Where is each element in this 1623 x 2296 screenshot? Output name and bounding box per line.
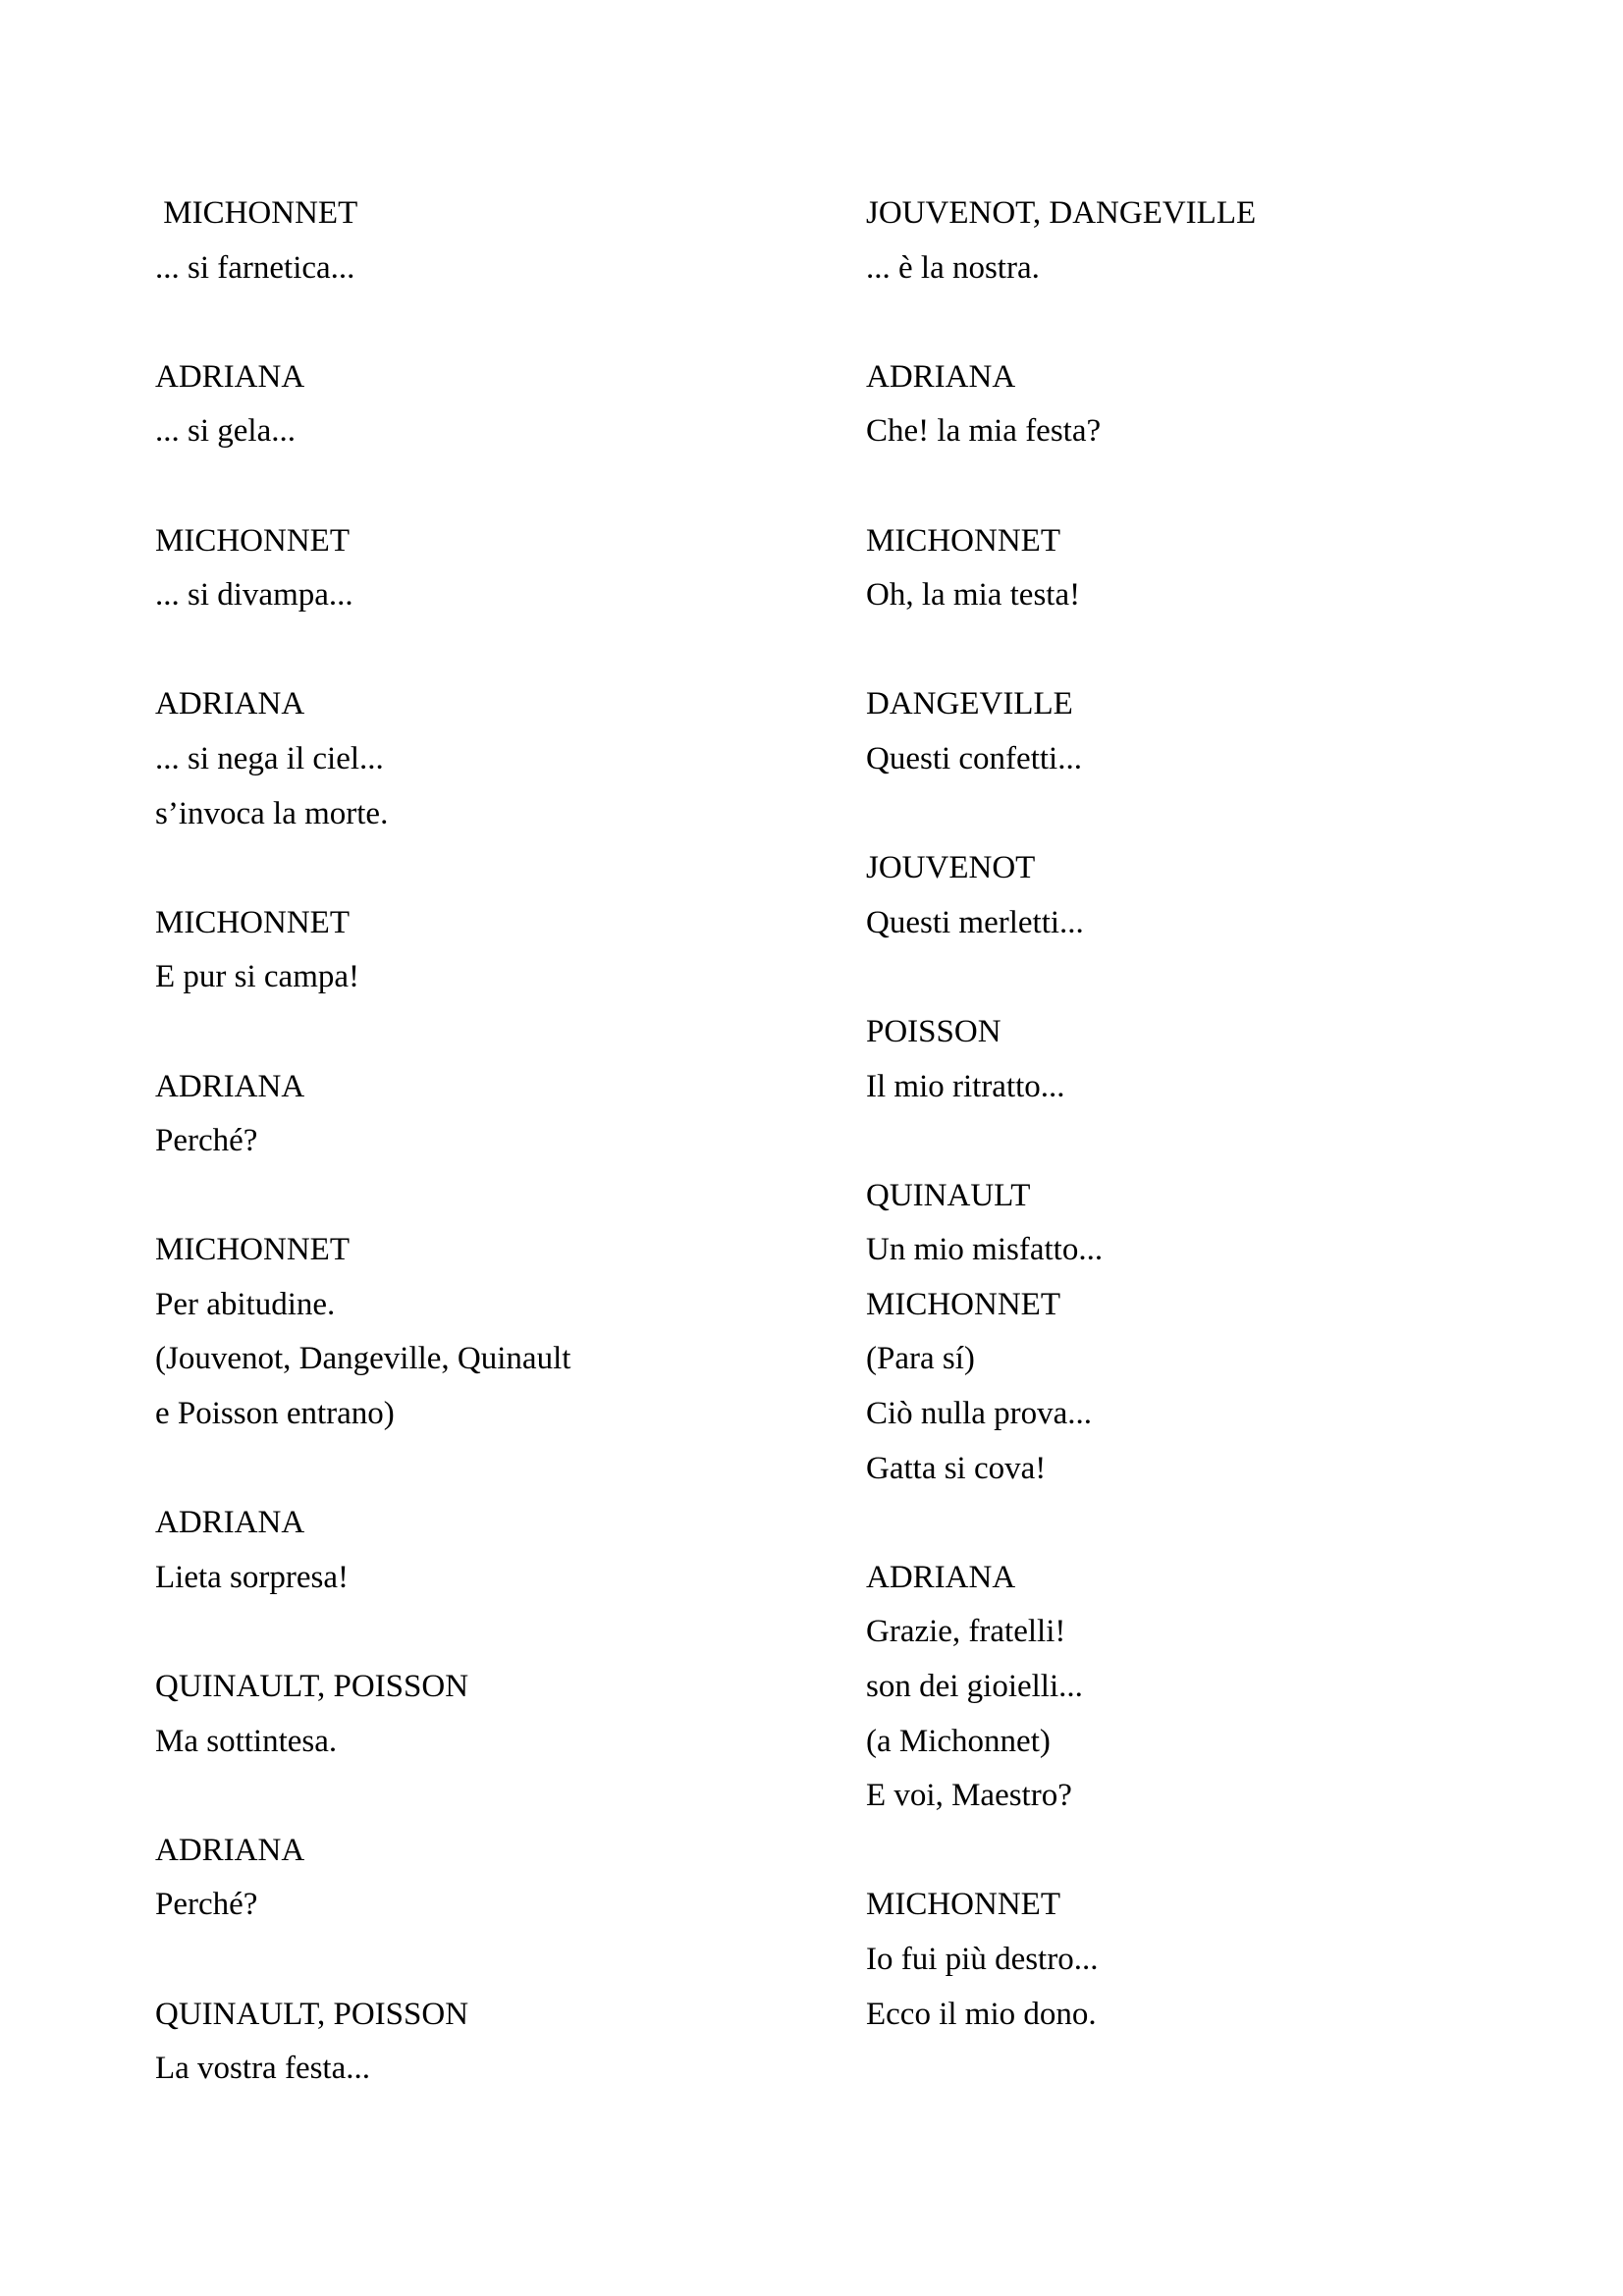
speaker-name: MICHONNET [866,1286,1060,1322]
dialogue-line: son dei gioielli... [866,1669,1083,1705]
blank-line [155,1769,570,1824]
dialogue-line: s’invoca la morte. [155,795,389,831]
speaker-name: MICHONNET [866,1887,1060,1923]
dialogue-line: Questi merletti... [866,904,1084,940]
dialogue-line: Ciò nulla prova... [866,1396,1093,1432]
speaker-name: JOUVENOT, DANGEVILLE [866,195,1257,231]
blank-line [866,1824,1256,1879]
speaker-name: MICHONNET [155,522,350,559]
blank-line [155,841,570,896]
speaker-name: ADRIANA [155,1068,305,1104]
blank-line [866,295,1256,350]
speaker-name: JOUVENOT [866,850,1036,886]
dialogue-line: Ecco il mio dono. [866,1996,1097,2032]
speaker-name: MICHONNET [155,195,358,231]
dialogue-line: La vostra festa... [155,2051,370,2087]
dialogue-line: ... si nega il ciel... [155,740,384,776]
dialogue-line: E pur si campa! [155,959,360,995]
speaker-name: MICHONNET [866,522,1060,559]
dialogue-line: ... si gela... [155,413,296,450]
speaker-name: ADRIANA [155,686,305,722]
blank-line [155,1442,570,1497]
speaker-name: DANGEVILLE [866,686,1073,722]
dialogue-line: (Para sí) [866,1341,975,1377]
dialogue-line: Ma sottintesa. [155,1723,338,1759]
dialogue-line: e Poisson entrano) [155,1396,395,1432]
right-column [866,187,1256,2042]
speaker-name: ADRIANA [155,358,305,395]
dialogue-line: Che! la mia festa? [866,413,1102,450]
speaker-name: QUINAULT, POISSON [155,1669,469,1705]
speaker-name: MICHONNET [155,904,350,940]
blank-line [155,459,570,514]
dialogue-line: Perché? [155,1123,258,1159]
blank-line [155,295,570,350]
dialogue-line: (Jouvenot, Dangeville, Quinault [155,1341,571,1377]
dialogue-line: ... si farnetica... [155,249,355,286]
blank-line [866,623,1256,678]
speaker-name: ADRIANA [155,1832,305,1868]
blank-line [155,1169,570,1224]
speaker-name: POISSON [866,1013,1001,1049]
dialogue-line: Un mio misfatto... [866,1232,1104,1268]
speaker-name: ADRIANA [866,358,1016,395]
blank-line [155,1933,570,1988]
dialogue-line: Oh, la mia testa! [866,577,1081,614]
dialogue-line: Per abitudine. [155,1286,336,1322]
dialogue-line: Lieta sorpresa! [155,1559,349,1595]
dialogue-line: Il mio ritratto... [866,1068,1065,1104]
speaker-name: ADRIANA [866,1559,1016,1595]
speaker-name: ADRIANA [155,1505,305,1541]
left-column [155,187,570,2097]
speaker-name: MICHONNET [155,1232,350,1268]
blank-line [155,1605,570,1660]
speaker-name: QUINAULT, POISSON [155,1996,469,2032]
blank-line [866,950,1256,1005]
blank-line [866,1114,1256,1169]
dialogue-line: Io fui più destro... [866,1942,1099,1977]
dialogue-line: Gatta si cova! [866,1450,1047,1486]
dialogue-line: Perché? [155,1887,258,1923]
dialogue-line: E voi, Maestro? [866,1778,1072,1814]
dialogue-line: ... è la nostra. [866,249,1040,286]
dialogue-line: ... si divampa... [155,577,353,614]
blank-line [155,623,570,678]
blank-line [866,1496,1256,1551]
dialogue-line: Questi confetti... [866,740,1082,776]
speaker-name: QUINAULT [866,1177,1031,1213]
blank-line [866,459,1256,514]
blank-line [155,1005,570,1060]
dialogue-line: (a Michonnet) [866,1723,1051,1759]
dialogue-line: Grazie, fratelli! [866,1614,1066,1650]
blank-line [866,787,1256,842]
